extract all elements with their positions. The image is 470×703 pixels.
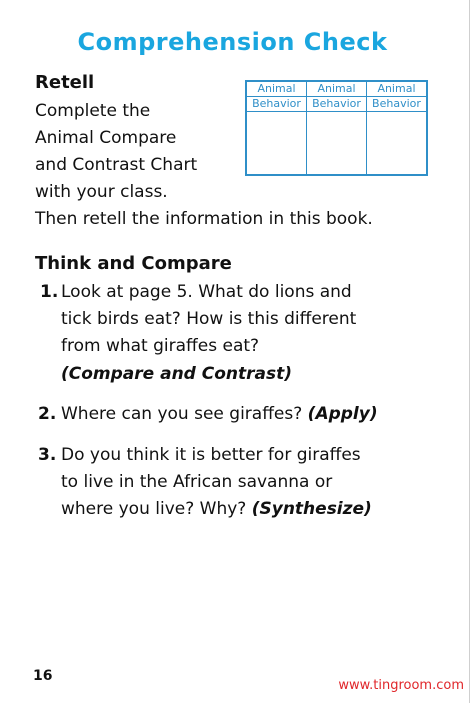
chart-header-animal: Animal xyxy=(307,81,367,97)
think-compare-heading: Think and Compare xyxy=(35,253,232,274)
chart-subheader-behavior: Behavior xyxy=(366,97,427,112)
chart-header-animal: Animal xyxy=(366,81,427,97)
retell-line: and Contrast Chart xyxy=(35,155,198,175)
question-line: tick birds eat? How is this different xyxy=(61,309,357,329)
question-number: 2. xyxy=(38,404,57,424)
question-number: 3. xyxy=(38,445,57,465)
chart-header-animal: Animal xyxy=(246,81,307,97)
page-number: 16 xyxy=(33,668,53,684)
question-line: Look at page 5. What do lions and xyxy=(61,282,352,302)
retell-heading: Retell xyxy=(35,72,95,93)
compare-contrast-chart xyxy=(245,80,428,176)
chart-empty-cell xyxy=(307,112,367,176)
question-category: (Apply) xyxy=(307,404,378,424)
retell-line: Animal Compare xyxy=(35,128,177,148)
question-line: where you live? Why? (Synthesize) xyxy=(61,499,372,519)
question-category: (Compare and Contrast) xyxy=(61,364,293,384)
question-line: from what giraffes eat? xyxy=(61,336,260,356)
question-line: Where can you see giraffes? (Apply) xyxy=(61,404,378,424)
question-category: (Synthesize) xyxy=(251,499,372,519)
chart-subheader-behavior: Behavior xyxy=(246,97,307,112)
question-line: Do you think it is better for giraffes xyxy=(61,445,361,465)
question-line: to live in the African savanna or xyxy=(61,472,333,492)
chart-subheader-behavior: Behavior xyxy=(307,97,367,112)
retell-line: with your class. xyxy=(35,182,168,202)
retell-line: Then retell the information in this book. xyxy=(35,209,373,229)
retell-line: Complete the xyxy=(35,101,151,121)
website-watermark: www.tingroom.com xyxy=(338,678,464,693)
page-title: Comprehension Check xyxy=(77,28,388,56)
chart-empty-cell xyxy=(246,112,307,176)
question-number: 1. xyxy=(40,282,59,302)
chart-empty-cell xyxy=(366,112,427,176)
